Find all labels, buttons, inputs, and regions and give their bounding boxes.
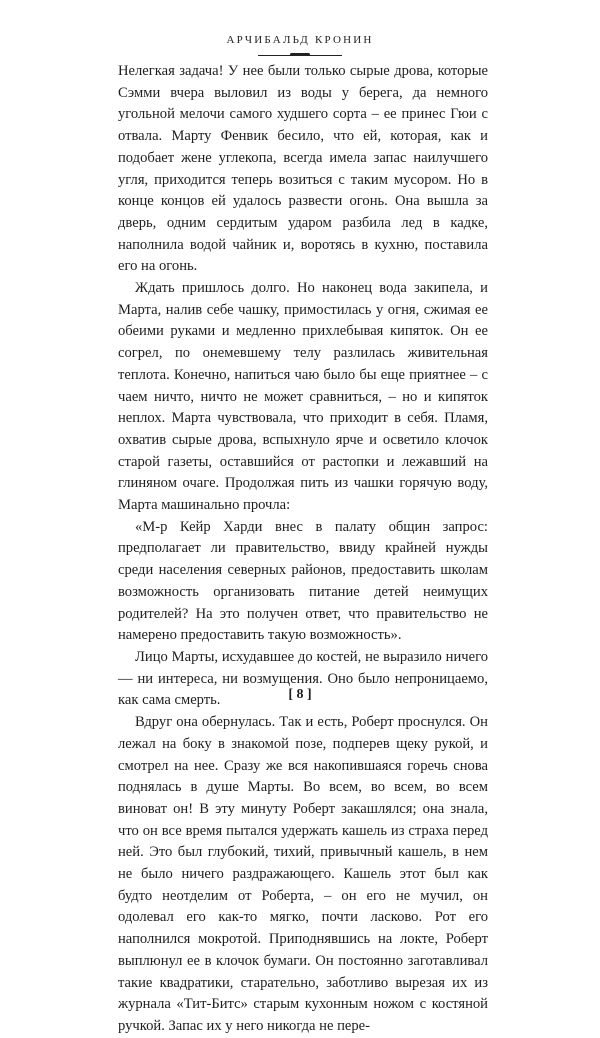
- header-ornament-rule: [258, 55, 342, 56]
- paragraph: Ждать пришлось долго. Но наконец вода закипела, и Марта, налив себе чашку, примостилась у огня, сжимая ее обеими руками и медленно прихлебывая кипяток. Он ее согрел, по онемевшему телу разлилась живительная теплота. Конечно, напиться чаю было бы еще приятнее – с чаем ничто, ничто не может сравниться, – но и кипяток неплох. Марта чувствовала, что приходит в себя. Пламя, охватив сырые дрова, вспыхнуло ярче и осветило клочок старой газеты, оставшийся от растопки и лежавший на глиняном очаге. Продолжая пить из чашки горячую воду, Марта машинально прочла:: [118, 280, 488, 514]
- page-number: [ 8 ]: [288, 687, 312, 702]
- running-head-author: АРЧИБАЛЬД КРОНИН: [226, 34, 374, 46]
- paragraph: Нелегкая задача! У нее были только сырые дрова, которые Сэмми вчера выловил из воды у берега, да немного угольной мелочи самого худшего сорта – ее принес Гюи с отвала. Марту Фенвик бесило, что ей, которая, как и подобает жене углекопа, всегда имела запас наилучшего угля, приходится теперь возиться с таким мусором. Но в конце концов ей удалось развести огонь. Она вышла за дверь, одним сердитым ударом разбила лед в кадке, наполнила водой чайник и, воротясь в кухню, поставила его на огонь.: [118, 63, 488, 275]
- paragraph: Вдруг она обернулась. Так и есть, Роберт проснулся. Он лежал на боку в знакомой позе, подперев щеку рукой, и смотрел на нее. Сразу же вся накопившаяся горечь снова поднялась в душе Марты. Во всем, во всем, во всем виноват он! В эту минуту Роберт закашлялся; она знала, что он все время пытался удержать кашель из страха перед ней. Это был глубокий, тихий, привычный кашель, в нем не было ничего раздражающего. Кашель этот был как будто неотделим от Роберта, – он его не мучил, он одолевал его как-то мягко, почти ласково. Рот его наполнился мокротой. Приподнявшись на локте, Роберт выплюнул ее в клочок бумаги. Он постоянно заготавливал такие квадратики, старательно, заботливо вырезая их из журнала «Тит-Битс» старым кухонным ножом с костяной ручкой. Запас их у него никогда не пере-: [118, 714, 488, 1034]
- body-text: [118, 61, 488, 1038]
- paragraph: Лицо Марты, исхудавшее до костей, не выразило ничего — ни интереса, ни возмущения. Оно было непроницаемо, как сама смерть.: [118, 648, 488, 709]
- quoted-newspaper-paragraph: «М-р Кейр Харди внес в палату общин запрос: предполагает ли правительство, ввиду крайней нужды среди населения северных районов, предоставить школам возможность организовать питание детей неимущих родителей? На это получен ответ, что правительство не намерено предоставить такую возможность».: [118, 518, 488, 644]
